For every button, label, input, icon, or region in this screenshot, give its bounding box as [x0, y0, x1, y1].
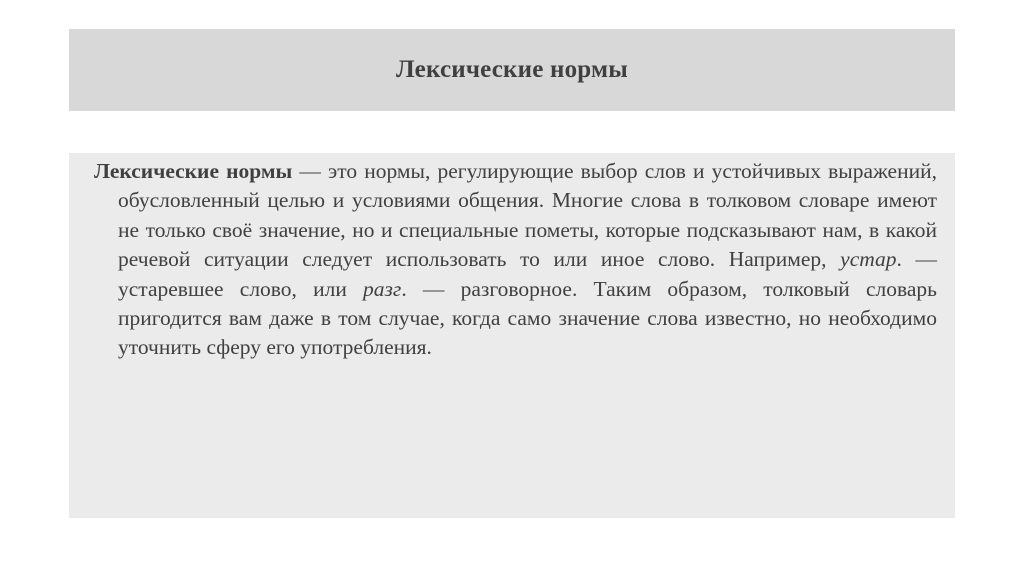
content-box [69, 153, 955, 518]
title-band [69, 29, 955, 111]
paragraph-text-3: . — разговорное. Таким образом, толковый словарь пригодится вам даже в том случае, когда само значение слова известно, но необходимо уточнить сферу его употребления. [118, 276, 937, 360]
abbreviation-ustar: устар [840, 247, 897, 272]
term-heading: Лексические нормы [94, 159, 300, 183]
abbreviation-razg: разг [363, 276, 402, 301]
definition-paragraph [94, 157, 937, 363]
slide-title: Лексические нормы [396, 56, 628, 83]
paragraph-text-2: . — устаревшее слово, или [118, 247, 937, 301]
paragraph-text-1: — это нормы, регулирующие выбор слов и устойчивых выражений, обусловленный целью и условиями общения. Многие слова в толковом словаре имеют не только своё значение, но и специальные пометы, которые подсказывают нам, в какой речевой ситуации следует использовать то или иное слово. Например, [118, 159, 937, 272]
